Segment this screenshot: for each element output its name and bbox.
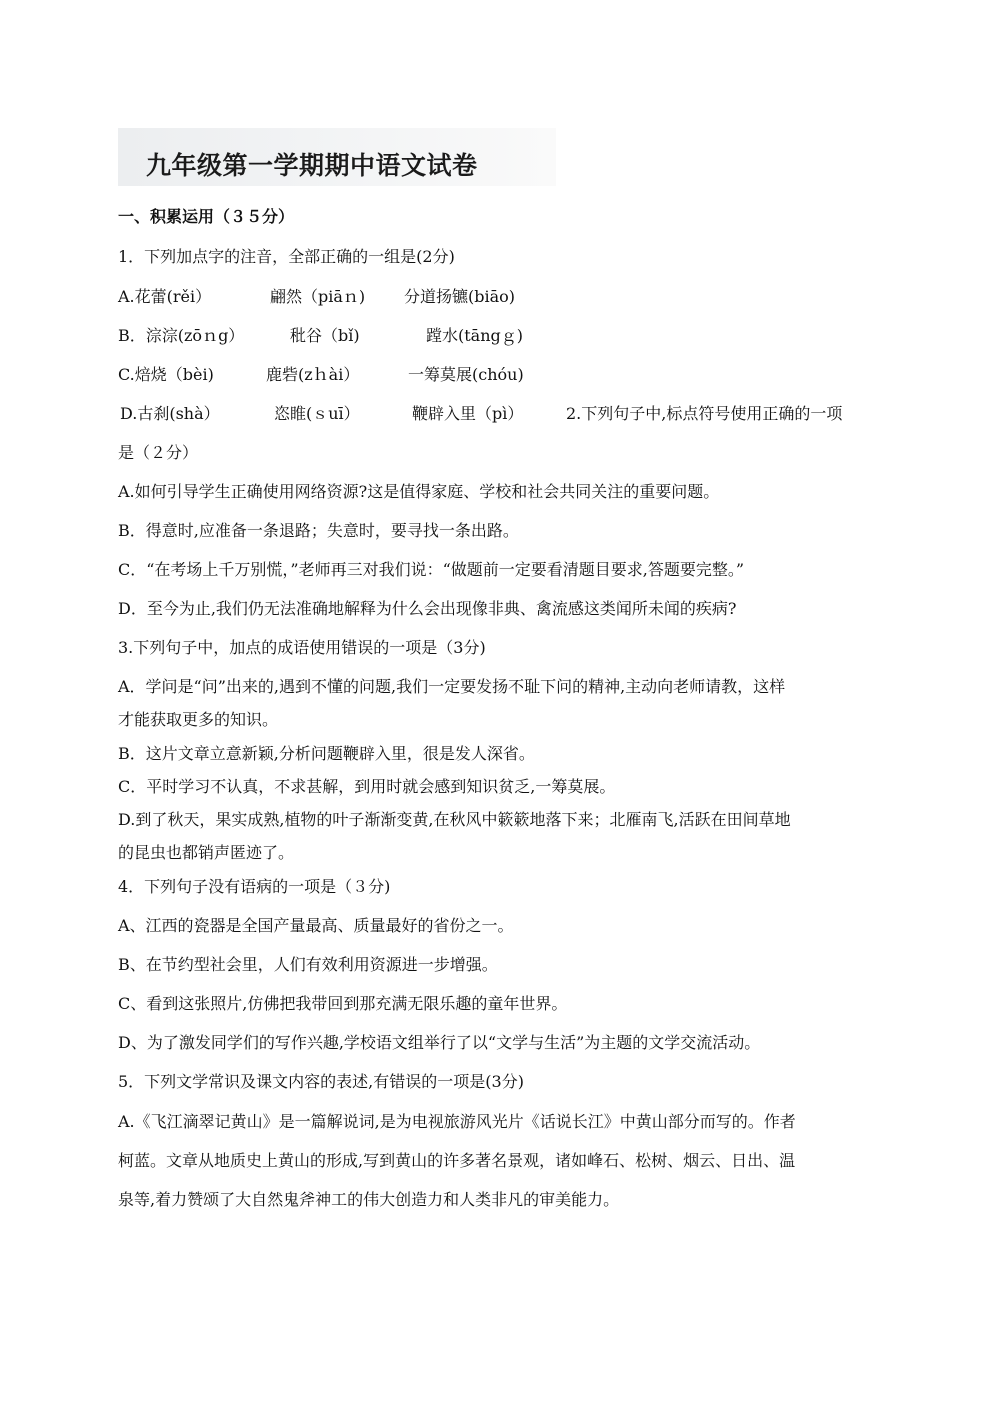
q2-option-b: B．得意时,应准备一条退路；失意时，要寻找一条出路。 — [118, 521, 519, 540]
q1-a-1: A.花蕾(rěi） — [118, 287, 212, 306]
q1-stem: 1．下列加点字的注音，全部正确的一组是(2分) — [118, 247, 455, 266]
q4-option-a: A、江西的瓷器是全国产量最高、质量最好的省份之一。 — [118, 916, 514, 935]
q1-c-3: 一筹莫展(chóu) — [408, 365, 524, 384]
q3-option-c: C．平时学习不认真，不求甚解，到用时就会感到知识贫乏,一筹莫展。 — [118, 777, 616, 796]
q2-option-c: C．“在考场上千万别慌，”老师再三对我们说：“做题前一定要看清题目要求,答题要完整。” — [118, 560, 745, 579]
q1-b-2: 秕谷（bǐ) — [290, 326, 360, 345]
q4-option-b: B、在节约型社会里，人们有效利用资源进一步增强。 — [118, 955, 498, 974]
q2-option-a: A.如何引导学生正确使用网络资源?这是值得家庭、学校和社会共同关注的重要问题。 — [118, 482, 720, 501]
q5-stem: 5．下列文学常识及课文内容的表述,有错误的一项是(3分) — [118, 1072, 524, 1091]
q3-option-d-line2: 的昆虫也都销声匿迹了。 — [118, 843, 295, 862]
q2-stem-cont: 是（２分） — [118, 443, 199, 462]
page-title: 九年级第一学期期中语文试卷 — [146, 151, 478, 180]
q4-stem: 4．下列句子没有语病的一项是（３分) — [118, 877, 391, 896]
q5-option-a-line3: 泉等,着力赞颂了大自然鬼斧神工的伟大创造力和人类非凡的审美能力。 — [118, 1190, 620, 1209]
q3-stem: 3.下列句子中，加点的成语使用错误的一项是（3分) — [118, 638, 486, 657]
q1-a-3: 分道扬镳(biāo) — [404, 287, 516, 306]
q1-d-1: D.古刹(shà） — [120, 404, 220, 423]
q1-c-2: 鹿砦(zｈài） — [266, 365, 360, 384]
q1-d-3: 鞭辟入里（pì） — [412, 404, 524, 423]
q4-option-d: D、为了激发同学们的写作兴趣,学校语文组举行了以“文学与生活”为主题的文学交流活动。 — [118, 1033, 761, 1052]
q3-option-a-line1: A．学问是“问”出来的,遇到不懂的问题,我们一定要发扬不耻下问的精神,主动向老师请教，这样 — [118, 677, 786, 696]
q1-c-1: C.焙烧（bèi) — [118, 365, 214, 384]
q3-option-d-line1: D.到了秋天，果实成熟,植物的叶子渐渐变黄,在秋风中簌簌地落下来；北雁南飞,活跃在田间草地 — [118, 810, 791, 829]
q2-stem: 2.下列句子中,标点符号使用正确的一项 — [566, 404, 843, 423]
q1-a-2: 翩然（piāｎ) — [270, 287, 366, 306]
q1-d-2: 恣睢(ｓuī） — [274, 404, 360, 423]
section-heading: 一、积累运用（３５分） — [118, 207, 295, 226]
q1-b-1: B．淙淙(zōｎg） — [118, 326, 245, 345]
q2-option-d: D．至今为止,我们仍无法准确地解释为什么会出现像非典、禽流感这类闻所未闻的疾病? — [118, 599, 737, 618]
q1-b-3: 蹚水(tāngｇ) — [426, 326, 524, 345]
q4-option-c: C、看到这张照片,仿佛把我带回到那充满无限乐趣的童年世界。 — [118, 994, 568, 1013]
q3-option-b: B．这片文章立意新颖,分析问题鞭辟入里，很是发人深省。 — [118, 744, 535, 763]
q5-option-a-line2: 柯蓝。文章从地质史上黄山的形成,写到黄山的许多著名景观，诸如峰石、松树、烟云、日出、温 — [118, 1151, 796, 1170]
q5-option-a-line1: A.《飞江滴翠记黄山》是一篇解说词,是为电视旅游风光片《话说长江》中黄山部分而写的。作者 — [118, 1112, 796, 1131]
q3-option-a-line2: 才能获取更多的知识。 — [118, 710, 279, 729]
